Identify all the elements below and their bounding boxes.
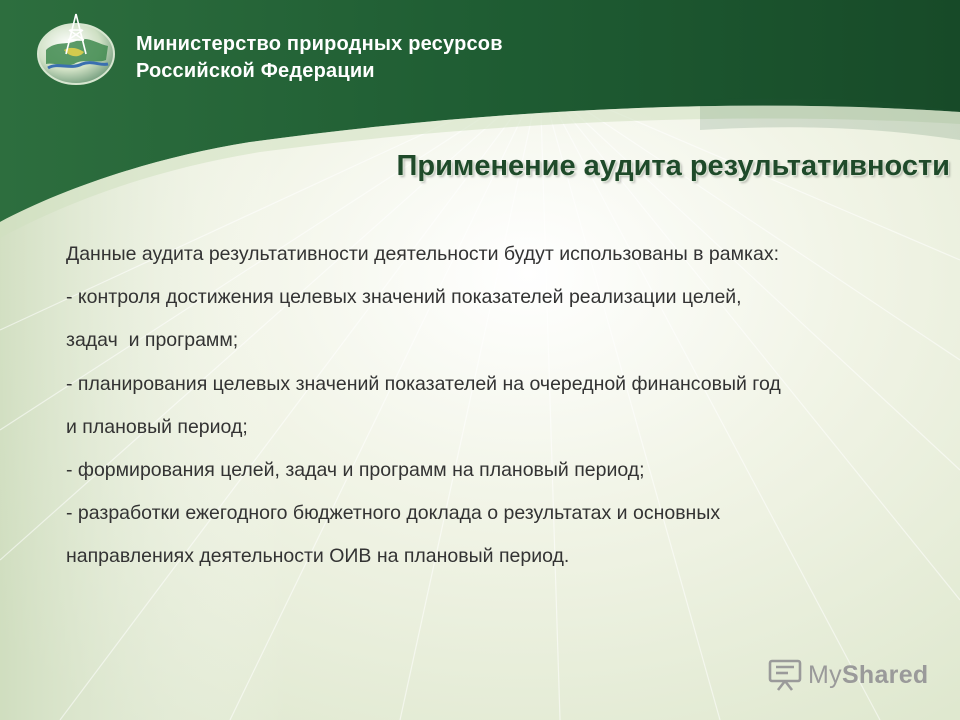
body-line: направлениях деятельности ОИВ на плановый период. — [66, 545, 570, 568]
body-line: - планирования целевых значений показателей на очередной финансовый год — [66, 372, 781, 395]
ministry-emblem-icon — [34, 10, 118, 86]
body-line: Данные аудита результативности деятельности будут использованы в рамках: — [66, 243, 779, 265]
slide-title: Применение аудита результативности — [396, 150, 950, 182]
slide-body — [66, 233, 951, 579]
myshared-watermark — [766, 656, 929, 694]
watermark-prefix: My — [808, 660, 842, 689]
organization-name-line-2: Российской Федерации — [136, 60, 375, 82]
body-line: задач и программ; — [66, 329, 239, 352]
watermark-text — [808, 661, 929, 690]
projector-icon — [766, 657, 804, 693]
body-line: - контроля достижения целевых значений показателей реализации целей, — [66, 286, 742, 309]
body-line: - формирования целей, задач и программ на плановый период; — [66, 459, 645, 482]
organization-name — [136, 31, 503, 85]
body-line: и плановый период; — [66, 415, 248, 438]
watermark-suffix: Shared — [841, 660, 929, 689]
body-line: - разработки ежегодного бюджетного доклада о результатах и основных — [66, 502, 721, 525]
organization-name-line-1: Министерство природных ресурсов — [136, 33, 503, 55]
